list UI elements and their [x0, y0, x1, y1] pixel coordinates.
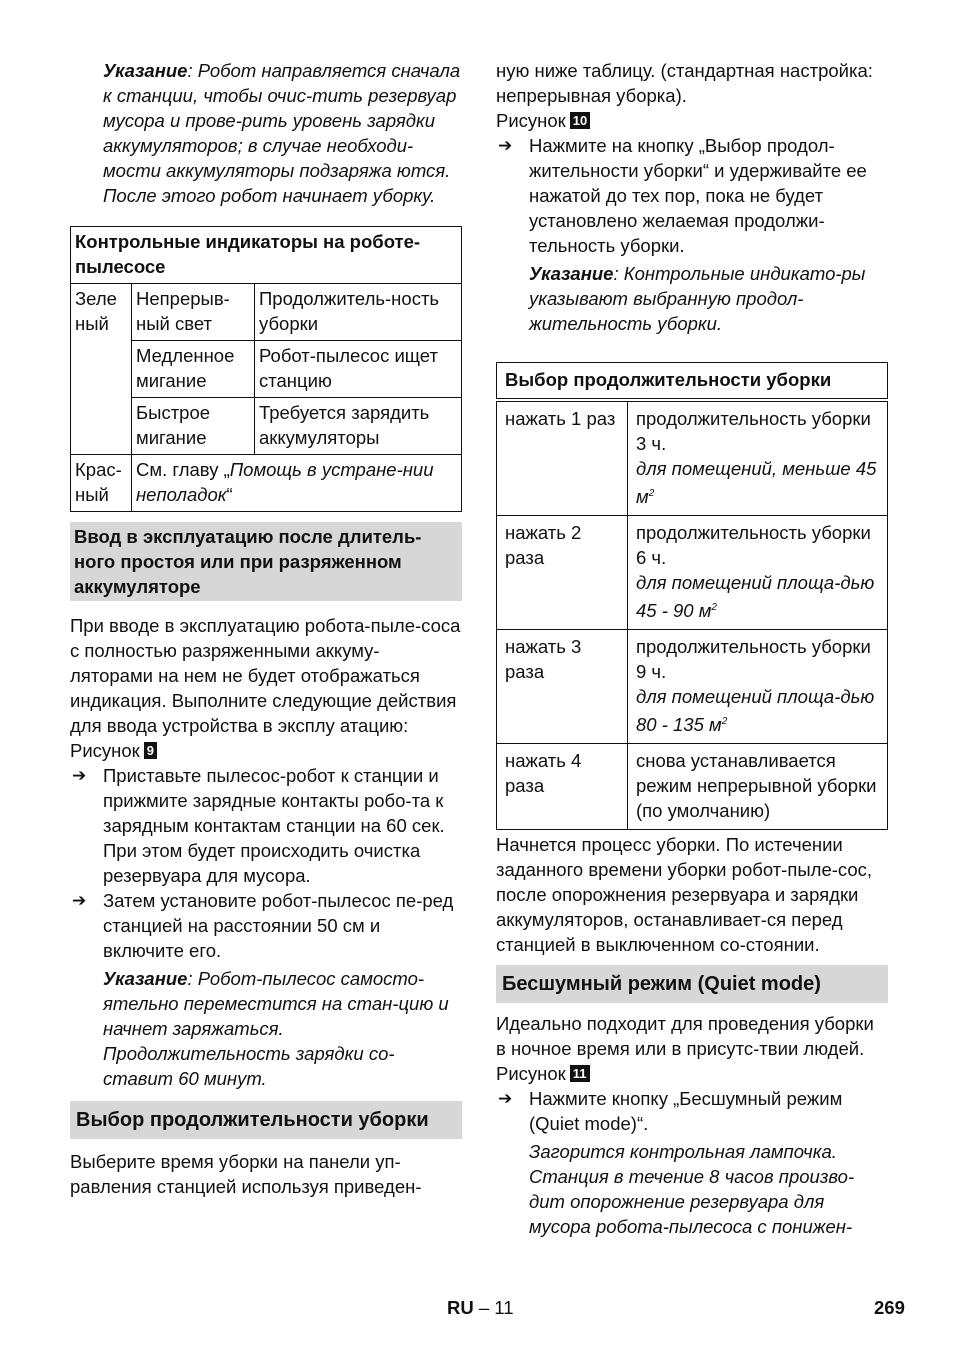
press-count: нажать 4 раза — [497, 744, 628, 830]
duration-cell: снова устанавливается режим непрерывной уборки (по умолчанию) — [628, 744, 888, 830]
figure-number: 11 — [570, 1065, 590, 1082]
arrow-right-icon: ➔ — [498, 136, 513, 155]
section-page: – 11 — [473, 1297, 514, 1318]
page-number: 269 — [874, 1297, 905, 1318]
table-row — [497, 630, 888, 744]
press-count: нажать 3 раза — [497, 630, 628, 744]
step-item: ➔ Нажмите кнопку „Бесшумный режим (Quiet mode)“. — [498, 1088, 843, 1135]
figure-ref: Рисунок 10 — [496, 108, 888, 133]
section-heading-quiet-mode: Бесшумный режим (Quiet mode) — [496, 965, 888, 1003]
left-column — [70, 58, 462, 1199]
note-text: : Робот направляется сначала к станции, чтобы очис-тить резервуар мусора и прове-рить уровень зарядки аккумуляторов; в случае необходи-мости аккумуляторы подзаряжа ются. После этого робот начинает уборку. — [103, 60, 461, 206]
section-heading-commissioning: Ввод в эксплуатацию после длитель-ного простоя или при разряженном аккумуляторе — [70, 522, 462, 601]
troubleshooting-reference: Помощь в устране-нии неполадок — [136, 459, 434, 505]
note-label: Указание — [103, 60, 188, 81]
indicator-mode: Медленное мигание — [132, 341, 255, 398]
indicator-table — [70, 226, 462, 512]
figure-number: 9 — [144, 742, 157, 759]
note-3: Указание: Контрольные индикато-ры указывают выбранную продол-жительность уборки. — [529, 263, 866, 334]
right-column — [496, 58, 888, 1239]
indicator-mode: Непрерыв-ный свет — [132, 284, 255, 341]
table-row — [497, 516, 888, 630]
table-row — [497, 400, 888, 516]
arrow-right-icon: ➔ — [498, 1089, 513, 1109]
step-item: ➔ Затем установите робот-пылесос пе-ред станцией на расстоянии 50 см и включите его. — [72, 890, 454, 961]
footer-locale — [447, 1297, 514, 1319]
commissioning-paragraph: При вводе в эксплуатацию робота-пыле-соса с полностью разряженными аккуму-ляторами на нем не будет отображаться индикация. Выполните следующие действия для ввода устройства в эксплу атацию: — [70, 615, 461, 736]
duration-cell: продолжительность уборки 3 ч. для помещений, меньше 45 $м^2$ — [628, 400, 888, 516]
red-description: См. главу „Помощь в устране-нии неполадок“ — [132, 455, 462, 512]
note-4: Загорится контрольная лампочка. Станция в течение 8 часов произво-дит опорожнение резервуара для мусора робота-пылесоса с понижен- — [529, 1141, 855, 1238]
duration-cell: продолжительность уборки 9 ч. для помещений площа-дью 80 - 135 $м^2$ — [628, 630, 888, 744]
figure-ref: Рисунок 9 — [70, 738, 462, 763]
duration-paragraph: Выберите время уборки на панели уп-равления станцией используя приведен- — [70, 1151, 422, 1197]
green-label: Зеле ный — [71, 284, 132, 455]
press-count: нажать 2 раза — [497, 516, 628, 630]
press-count: нажать 1 раз — [497, 400, 628, 516]
section-heading-duration: Выбор продолжительности уборки — [70, 1101, 462, 1139]
indicator-meaning: Робот-пылесос ищет станцию — [255, 341, 462, 398]
note-2: Указание: Робот-пылесос самосто-ятельно переместится на стан-цию и начнет заряжаться. Продолжительность зарядки со-ставит 60 минут. — [103, 968, 449, 1089]
arrow-right-icon: ➔ — [72, 891, 87, 910]
indicator-meaning: Продолжитель-ность уборки — [255, 284, 462, 341]
table-row — [71, 455, 462, 512]
duration-table — [496, 362, 888, 830]
quiet-mode-paragraph: Идеально подходит для проведения уборки в ночное время или в присутс-твии людей. — [496, 1013, 874, 1060]
duration-table-header: Выбор продолжительности уборки — [497, 363, 888, 401]
duration-cell: продолжительность уборки 6 ч. для помещений площа-дью 45 - 90 $м^2$ — [628, 516, 888, 630]
arrow-right-icon: ➔ — [72, 766, 87, 785]
indicator-mode: Быстрое мигание — [132, 398, 255, 455]
indicator-meaning: Требуется зарядить аккумуляторы — [255, 398, 462, 455]
figure-number: 10 — [570, 112, 590, 129]
table-row — [71, 284, 462, 341]
indicator-table-header: Контрольные индикаторы на роботе-пылесосе — [71, 227, 462, 284]
step-item: ➔ Нажмите на кнопку „Выбор продол-жительности уборки“ и удерживайте ее нажатой до тех пор, пока не будет установлено желаемая продолжи-тельность уборки. — [498, 135, 867, 256]
language-code: RU — [447, 1297, 474, 1318]
table-row — [497, 744, 888, 830]
process-paragraph: Начнется процесс уборки. По истечении заданного времени уборки робот-пыле-сос, после опорожнения резервуара и зарядки аккумуляторов, останавливает-ся перед станцией в выключенном со-стоянии. — [496, 834, 873, 956]
note-1 — [70, 58, 462, 208]
step-item: ➔ Приставьте пылесос-робот к станции и прижмите зарядные контакты робо-та к зарядным контактам станции на 60 сек. При этом будет происходить очистка резервуара для мусора. — [72, 765, 445, 886]
red-label: Крас-ный — [71, 455, 132, 512]
duration-paragraph-continued: ную ниже таблицу. (стандартная настройка: непрерывная уборка). — [496, 60, 873, 106]
figure-ref: Рисунок 11 — [496, 1061, 888, 1086]
